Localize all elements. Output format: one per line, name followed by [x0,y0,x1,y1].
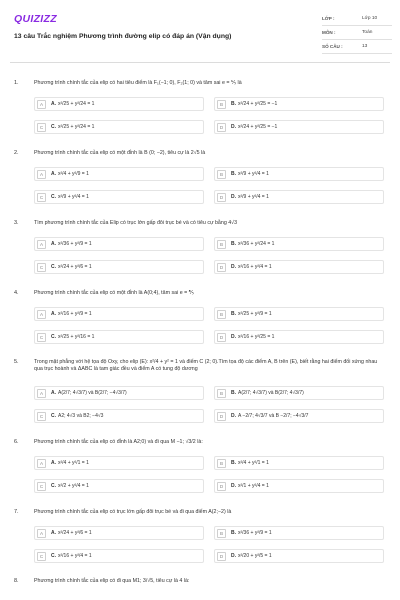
option-label: B. [231,241,236,247]
question-text: Phương trình chính tắc của elip có một đỉnh là B (0; −2), tiêu cự là 2√5 là [34,150,206,156]
option-label: A. [51,101,56,107]
option-text: x²/36 + y²/9 = 1 [58,241,92,247]
option-letter: A [37,529,46,538]
answer-option[interactable] [34,526,204,540]
answer-option[interactable] [214,97,384,111]
option-text: x²/24 + y²/25 = −1 [238,101,278,107]
option-letter: A [37,240,46,249]
option-label: A. [51,530,56,536]
answer-option[interactable] [214,479,384,493]
option-label: C. [51,553,56,559]
option-label: A. [51,311,56,317]
option-letter: A [37,170,46,179]
option-text: A(2/7; 4√3/7) và B(2/7; −4√3/7) [58,390,127,396]
option-letter: C [37,552,46,561]
option-label: B. [231,171,236,177]
option-letter: C [37,123,46,132]
meta-label: SỐ CÂU : [322,44,343,49]
option-letter: A [37,389,46,398]
meta-label: LỚP : [322,16,335,21]
option-letter: C [37,193,46,202]
option-text: x²/9 + y²/4 = 1 [58,194,89,200]
meta-row-class [322,12,392,26]
option-letter: A [37,310,46,319]
answer-option[interactable] [214,409,384,423]
option-label: B. [231,530,236,536]
answer-option[interactable] [34,190,204,204]
option-label: D. [231,334,236,340]
option-text: x²/2 + y²/4 = 1 [58,483,89,489]
answer-option[interactable] [34,549,204,563]
option-text: x²/24 + y²/6 = 1 [58,530,92,536]
meta-row-count [322,40,392,54]
document-header [0,0,400,62]
option-text: x²/4 + y²/1 = 1 [238,460,269,466]
option-text: x²/24 + y²/25 = −1 [238,124,278,130]
option-text: x²/4 + y²/1 = 1 [58,460,89,466]
answer-option[interactable] [214,260,384,274]
question-text: Trong mặt phẳng với hệ tọa độ Oxy, cho elip (E): x²/4 + y² = 1 và điểm C (2; 0).Tìm tọa độ các điểm A, B trên (E), biết rằng hai điểm đối xứng nhau qua trục hoành và ΔABC là tam giác đều và điểm A có tung độ dương [34,359,378,372]
option-text: A −2/7; 4√3/7 và B −2/7; −4√3/7 [238,413,309,419]
answer-option[interactable] [34,456,204,470]
option-letter: C [37,333,46,342]
answer-option[interactable] [34,409,204,423]
answer-option[interactable] [214,120,384,134]
question-text: Phương trình chính tắc của elip có đỉnh là A2;0) và đi qua M −1; √3/2 là: [34,439,203,445]
option-text: x²/24 + y²/6 = 1 [58,264,92,270]
quizizz-logo[interactable]: QUIZIZZ [14,13,57,25]
answer-option[interactable] [34,237,204,251]
question-text: Tìm phương trình chính tắc của Elip có trục lớn gấp đôi trục bé và có tiêu cự bằng 4√3 [34,220,238,226]
option-label: C. [51,124,56,130]
page-title: 13 câu Trắc nghiệm Phương trình đường elip có đáp án (Vận dụng) [14,33,232,40]
answer-option[interactable] [34,307,204,321]
option-text: x²/9 + y²/4 = 1 [238,194,269,200]
option-text: x²/1 + y²/4 = 1 [238,483,269,489]
question-number: 8. [14,578,19,584]
option-text: A2; 4√3 và B2; −4√3 [58,413,104,419]
answer-option[interactable] [34,167,204,181]
option-letter: B [217,310,226,319]
option-text: x²/25 + y²/24 = 1 [58,101,95,107]
option-label: C. [51,413,56,419]
option-letter: B [217,170,226,179]
question-number: 7. [14,509,19,515]
answer-option[interactable] [214,526,384,540]
question-number: 6. [14,439,19,445]
option-label: C. [51,264,56,270]
option-text: x²/16 + y²/4 = 1 [58,553,92,559]
answer-option[interactable] [214,456,384,470]
option-text: x²/9 + y²/4 = 1 [238,171,269,177]
option-text: x²/16 + y²/25 = 1 [238,334,275,340]
answer-option[interactable] [34,120,204,134]
option-text: x²/16 + y²/4 = 1 [238,264,272,270]
option-text: x²/36 + y²/24 = 1 [238,241,275,247]
question-text: Phương trình chính tắc của elip có một đỉnh là A(0;4), tâm sai e = ⅗ [34,290,194,296]
option-letter: B [217,529,226,538]
answer-option[interactable] [214,190,384,204]
option-label: B. [231,101,236,107]
option-letter: D [217,333,226,342]
option-label: D. [231,413,236,419]
meta-value: 13 [362,44,368,49]
meta-row-subject [322,26,392,40]
question-text: Phương trình chính tắc của elip có hai tiêu điểm là F₁(−1; 0), F₂(1; 0) và tâm sai e = ⅕ là [34,80,242,86]
option-letter: C [37,263,46,272]
question-text: Phương trình chính tắc của elip có đi qua M1; 3/√5, tiêu cự là 4 là: [34,578,190,584]
answer-option[interactable] [34,97,204,111]
option-label: D. [231,194,236,200]
option-text: x²/16 + y²/9 = 1 [58,311,92,317]
option-letter: C [37,412,46,421]
option-text: x²/20 + y²/5 = 1 [238,553,272,559]
option-label: C. [51,194,56,200]
answer-option[interactable] [214,307,384,321]
meta-label: MÔN : [322,30,336,35]
option-letter: D [217,412,226,421]
option-letter: D [217,552,226,561]
option-letter: B [217,100,226,109]
answer-option[interactable] [34,330,204,344]
option-text: x²/36 + y²/9 = 1 [238,530,272,536]
option-text: x²/25 + y²/9 = 1 [238,311,272,317]
answer-option[interactable] [34,386,204,400]
option-letter: A [37,100,46,109]
question-number: 1. [14,80,19,86]
option-label: D. [231,124,236,130]
question-number: 3. [14,220,19,226]
question-number: 2. [14,150,19,156]
option-label: C. [51,334,56,340]
option-text: x²/25 + y²/16 = 1 [58,334,95,340]
option-letter: D [217,193,226,202]
question-number: 5. [14,359,19,365]
answer-option[interactable] [34,260,204,274]
option-label: B. [231,390,236,396]
question-text: Phương trình chính tắc của elip có trục lớn gấp đôi trục bé và đi qua điểm A(2;−2) là [34,509,232,515]
answer-option[interactable] [214,330,384,344]
option-letter: C [37,482,46,491]
option-label: A. [51,390,56,396]
option-label: A. [51,460,56,466]
option-text: x²/4 + y²/9 = 1 [58,171,89,177]
option-label: D. [231,553,236,559]
option-label: D. [231,264,236,270]
meta-value: Toán [362,30,373,35]
option-letter: D [217,263,226,272]
question-number: 4. [14,290,19,296]
answer-option[interactable] [214,549,384,563]
option-text: A(2/7; 4√3/7) và B(2/7; 4√3/7) [238,390,304,396]
option-letter: B [217,389,226,398]
option-label: B. [231,460,236,466]
option-letter: B [217,459,226,468]
meta-value: Lớp 10 [362,16,378,21]
option-letter: A [37,459,46,468]
header-divider [10,62,390,63]
option-letter: D [217,482,226,491]
answer-option[interactable] [214,167,384,181]
option-text: x²/25 + y²/24 = 1 [58,124,95,130]
answer-option[interactable] [214,237,384,251]
option-label: A. [51,241,56,247]
option-letter: D [217,123,226,132]
answer-option[interactable] [214,386,384,400]
option-label: D. [231,483,236,489]
meta-table [322,12,392,54]
option-label: C. [51,483,56,489]
option-letter: B [217,240,226,249]
option-label: A. [51,171,56,177]
option-label: B. [231,311,236,317]
answer-option[interactable] [34,479,204,493]
